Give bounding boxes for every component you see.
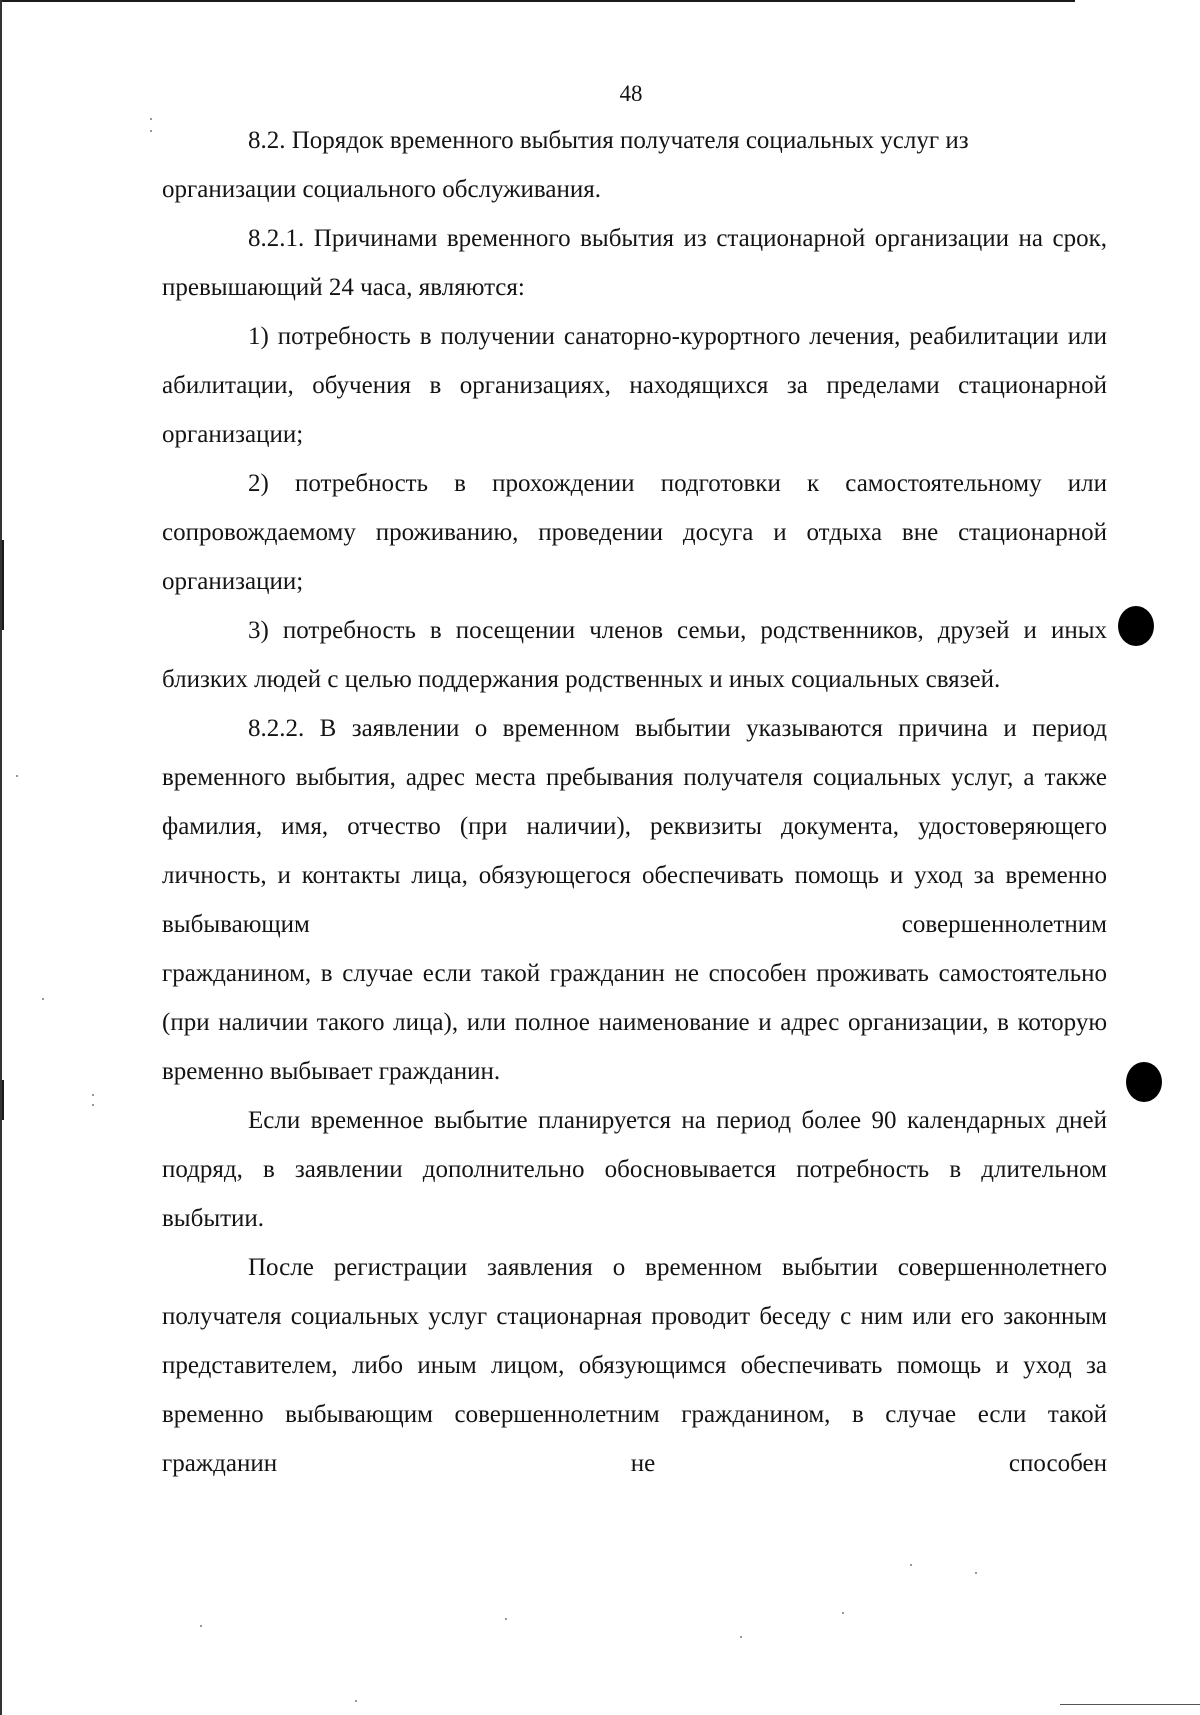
document-body bbox=[162, 116, 1107, 1488]
scan-speck bbox=[150, 130, 152, 132]
scan-speck bbox=[505, 1618, 507, 1620]
scan-speck bbox=[740, 1636, 742, 1638]
scan-speck bbox=[42, 998, 44, 1000]
paragraph-8-2-1: 8.2.1. Причинами временного выбытия из стационарной организации на срок, превышающий 24 часа, являются: bbox=[162, 225, 1107, 301]
scan-speck bbox=[910, 1564, 912, 1566]
paragraph-after-registration: После регистрации заявления о временном выбытии совершеннолетнего получателя социальных услуг стационарная проводит беседу с ним или его законным представителем, либо иным лицом, обязующимся обеспечивать помощь и уход за временно выбывающим совершеннолетним гражданином, в случае если такой гражданин не способен bbox=[162, 1254, 1107, 1477]
scan-speck bbox=[92, 1094, 94, 1096]
scan-margin-mark bbox=[2, 540, 4, 630]
paragraph-8-2-2-continued: гражданином, в случае если такой гражданин не способен проживать самостоятельно (при наличии такого лица), или полное наименование и адрес организации, в которую временно выбывает гражданин. bbox=[162, 960, 1107, 1085]
scan-speck bbox=[150, 118, 152, 120]
punch-hole-dot bbox=[1126, 1062, 1162, 1102]
punch-hole-dot bbox=[1118, 606, 1154, 646]
scan-edge-left bbox=[0, 0, 2, 1715]
scan-speck bbox=[355, 1700, 357, 1702]
scan-edge-top bbox=[0, 0, 1075, 2]
scan-speck bbox=[842, 1612, 844, 1614]
list-item-3: 3) потребность в посещении членов семьи, родственников, друзей и иных близких людей с целью поддержания родственных и иных социальных связей. bbox=[162, 617, 1107, 693]
list-item-1: 1) потребность в получении санаторно-курортного лечения, реабилитации или абилитации, обучения в организациях, находящихся за пределами стационарной организации; bbox=[162, 323, 1107, 448]
scan-speck bbox=[92, 1104, 94, 1106]
page-number: 48 bbox=[619, 81, 643, 106]
scan-margin-mark bbox=[2, 1080, 4, 1120]
paragraph-8-2-2: 8.2.2. В заявлении о временном выбытии указываются причина и период временного выбытия, адрес места пребывания получателя социальных услуг, а также фамилия, имя, отчество (при наличии), реквизиты документа, удостоверяющего личность, и контакты лица, обязующегося обеспечивать помощь и уход за временно выбывающим совершеннолетним bbox=[162, 715, 1107, 938]
scan-speck bbox=[200, 1625, 202, 1627]
scan-edge-bottom bbox=[1060, 1704, 1200, 1705]
paragraph-over-90-days: Если временное выбытие планируется на период более 90 календарных дней подряд, в заявлении дополнительно обосновывается потребность в длительном выбытии. bbox=[162, 1107, 1107, 1232]
list-item-2: 2) потребность в прохождении подготовки к самостоятельному или сопровождаемому проживанию, проведении досуга и отдыха вне стационарной организации; bbox=[162, 470, 1107, 595]
scan-speck bbox=[16, 775, 18, 777]
scan-speck bbox=[975, 1572, 977, 1574]
section-8-2-heading: 8.2. Порядок временного выбытия получателя социальных услуг из организации социального обслуживания. bbox=[162, 127, 969, 203]
